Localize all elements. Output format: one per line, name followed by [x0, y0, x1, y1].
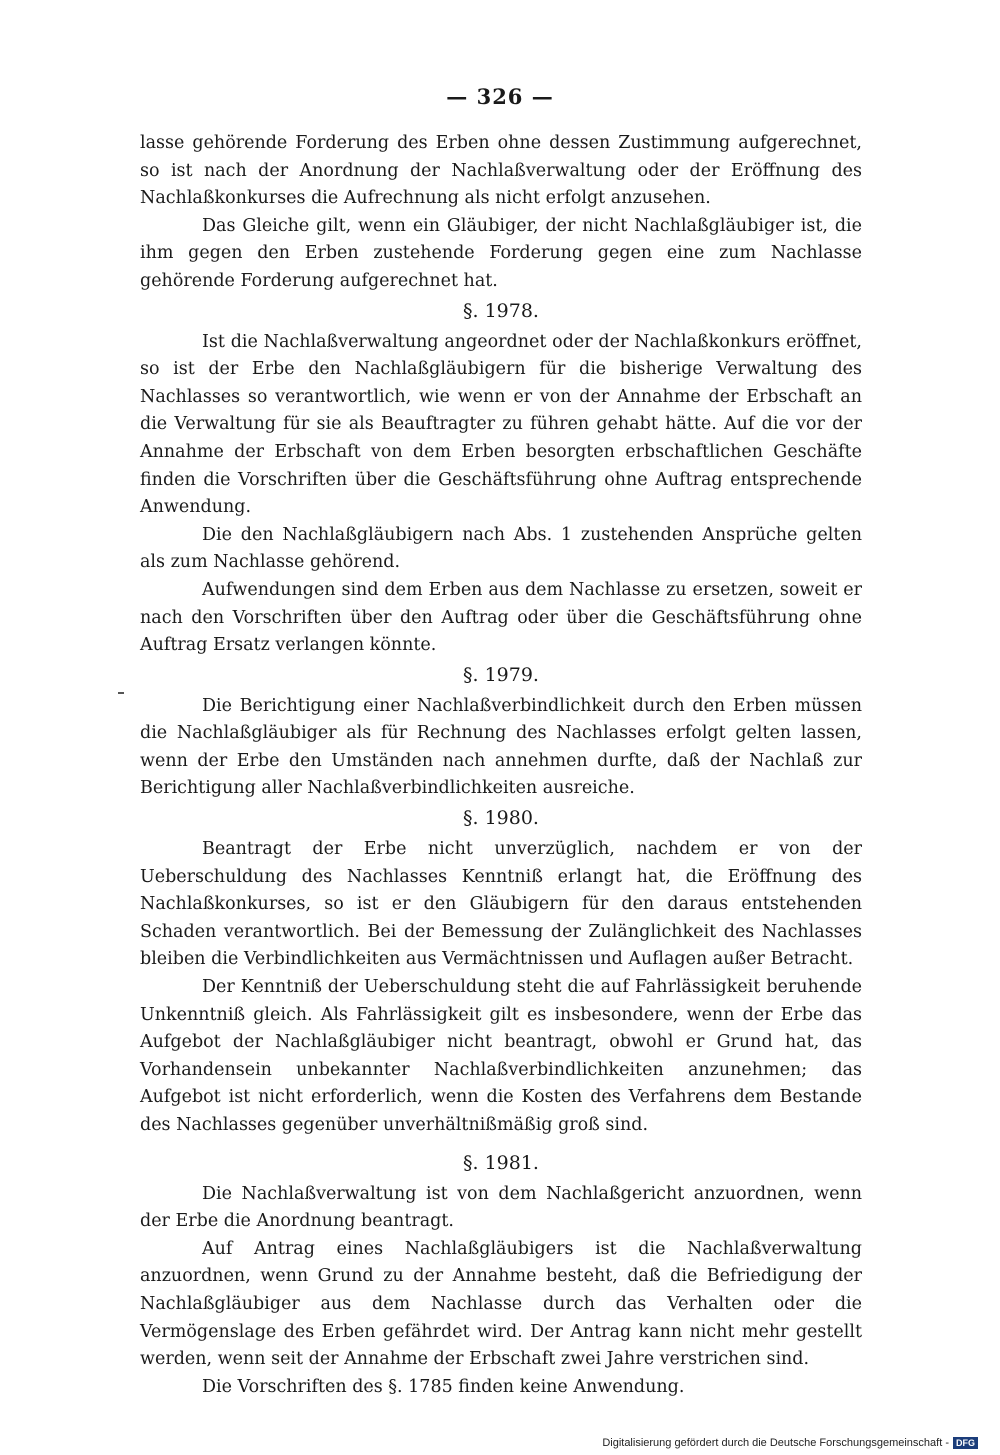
digitization-credit: [602, 1437, 978, 1449]
intro-paragraph-1: lasse gehörende Forderung des Erben ohne dessen Zustimmung aufgerechnet, so ist nach der Anordnung der Nachlaßverwaltung oder der Eröffnung des Nachlaßkonkurses die Aufrechnung als nicht erfolgt anzusehen.: [140, 133, 862, 209]
credit-text: Digitalisierung gefördert durch die Deutsche Forschungsgemeinschaft -: [602, 1437, 949, 1449]
margin-mark: [118, 692, 124, 694]
section-1980-paragraph-1: Beantragt der Erbe nicht unverzüglich, nachdem er von der Ueberschuldung des Nachlasses Kenntniß erlangt hat, die Eröffnung des Nachlaßkonkurses, so ist er den Gläubigern für den daraus entstehenden Schaden verantwortlich. Bei der Bemessung der Zulänglichkeit des Nachlasses bleiben die Verbindlichkeiten aus Vermächtnissen und Auflagen außer Betracht.: [140, 839, 862, 970]
document-body: [140, 130, 862, 1401]
section-heading-1979: §. 1979.: [463, 663, 539, 686]
section-1978-paragraph-3: Aufwendungen sind dem Erben aus dem Nachlasse zu ersetzen, soweit er nach den Vorschriften über den Auftrag oder über die Geschäftsführung ohne Auftrag Ersatz verlangen könnte.: [140, 579, 862, 656]
page-number: — 326 —: [446, 84, 554, 109]
section-heading-1978: §. 1978.: [463, 299, 539, 322]
section-1978-paragraph-1: Ist die Nachlaßverwaltung angeordnet oder der Nachlaßkonkurs eröffnet, so ist der Erbe den Nachlaßgläubigern für die bisherige Verwaltung des Nachlasses so verantwortlich, wie wenn er von der Annahme der Erbschaft an die Verwaltung für sie als Beauftragter zu führen gehabt hätte. Auf die vor der Annahme der Erbschaft von dem Erben besorgten erbschaftlichen Geschäfte finden die Vorschriften über die Geschäftsführung ohne Auftrag entsprechende Anwendung.: [140, 331, 862, 518]
section-1981-paragraph-2: Auf Antrag eines Nachlaßgläubigers ist die Nachlaßverwaltung anzuordnen, wenn Grund zu der Annahme besteht, daß die Befriedigung der Nachlaßgläubiger aus dem Nachlasse durch das Verhalten oder die Vermögenslage des Erben gefährdet wird. Der Antrag kann nicht mehr gestellt werden, wenn seit der Annahme der Erbschaft zwei Jahre verstrichen sind.: [140, 1238, 862, 1370]
intro-paragraph-2: Das Gleiche gilt, wenn ein Gläubiger, der nicht Nachlaßgläubiger ist, die ihm gegen den Erben zustehende Forderung gegen eine zum Nachlasse gehörende Forderung aufgerechnet hat.: [140, 215, 862, 291]
section-1981-paragraph-3: Die Vorschriften des §. 1785 finden keine Anwendung.: [202, 1376, 685, 1397]
section-1981-paragraph-1: Die Nachlaßverwaltung ist von dem Nachlaßgericht anzuordnen, wenn der Erbe die Anordnung beantragt.: [140, 1183, 862, 1232]
section-heading-1980: §. 1980.: [463, 807, 539, 830]
section-1978-paragraph-2: Die den Nachlaßgläubigern nach Abs. 1 zustehenden Ansprüche gelten als zum Nachlasse gehörend.: [140, 524, 862, 573]
section-1980-paragraph-2: Der Kenntniß der Ueberschuldung steht die auf Fahrlässigkeit beruhende Unkenntniß gleich. Als Fahrlässigkeit gilt es insbesondere, wenn der Erbe das Aufgebot der Nachlaßgläubiger nicht beantragt, obwohl er Grund hat, das Vorhandensein unbekannter Nachlaßverbindlichkeiten anzunehmen; das Aufgebot ist nicht erforderlich, wenn die Kosten des Verfahrens dem Bestande des Nachlasses gegenüber unverhältnißmäßig groß sind.: [140, 977, 862, 1135]
dfg-logo: DFG: [953, 1437, 978, 1449]
section-1979-paragraph-1: Die Berichtigung einer Nachlaßverbindlichkeit durch den Erben müssen die Nachlaßgläubiger als für Rechnung des Nachlasses erfolgt gelten lassen, wenn der Erbe den Umständen nach annehmen durfte, daß der Nachlaß zur Berichtigung aller Nachlaßverbindlichkeiten ausreiche.: [140, 695, 862, 799]
section-heading-1981: §. 1981.: [463, 1151, 539, 1174]
